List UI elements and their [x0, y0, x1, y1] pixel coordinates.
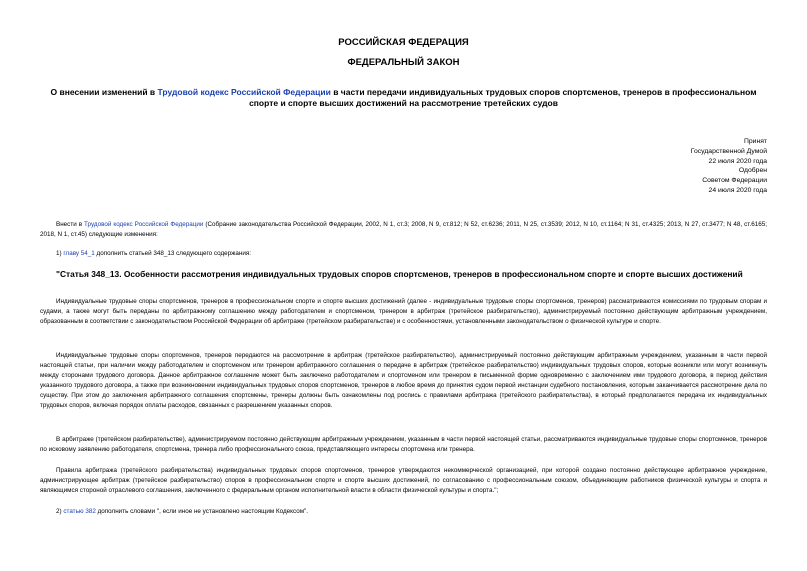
- article-382-link[interactable]: статью 382: [63, 508, 96, 515]
- chapter-54-1-link[interactable]: главу 54_1: [63, 250, 95, 257]
- labor-code-link[interactable]: Трудовой кодекс Российской Федерации: [84, 221, 204, 228]
- intro-paragraph: [40, 220, 767, 240]
- item-number: 2): [56, 508, 64, 515]
- item-text: дополнить статьей 348_13 следующего содержания:: [94, 250, 251, 257]
- title-prefix: О внесении изменений в: [50, 87, 158, 97]
- approved-label: Одобрен: [738, 167, 767, 175]
- article-paragraph-2: Индивидуальные трудовые споры спортсменов, тренеров передаются на рассмотрение в арбитраж (третейское разбирательство), администрируемый постоянно действующим арбитражным учреждением, указанным в части первой настоящей статьи, при наличии между работодателем и спортсменом или тренером арбитражного соглашения о передаче в арбитраж (третейское разбирательство) индивидуальных трудовых споров, которые возникли или могут возникнуть между сторонами трудового договора. Данное арбитражное соглашение может быть заключено работодателем и спортсменом или тренером в письменной форме одновременно с заключением ими трудового договора, в период действия указанного трудового договора, а также при возникновении индивидуальных трудовых споров спортсменов, тренеров в любое время до принятия судом первой инстанции судебного постановления, которым заканчивается рассмотрение дела по существу. При этом до заключения арбитражного соглашения спортсмены, тренеры должны быть ознакомлены под роспись с правилами арбитража (третейского разбирательства), в который предполагается передача их индивидуальных трудовых споров, включая порядок оплаты расходов, связанных с разрешением указанных споров.: [40, 352, 767, 409]
- adopted-label: Принят: [743, 138, 767, 145]
- labor-code-link[interactable]: Трудовой кодекс Российской Федерации: [157, 87, 331, 97]
- title-suffix: в части передачи индивидуальных трудовых споров спортсменов, тренеров в профессиональном спорте и спорте высших достижений на рассмотрение третейских судов: [249, 87, 757, 108]
- law-title: [40, 87, 767, 109]
- article-paragraph-1: Индивидуальные трудовые споры спортсменов, тренеров в профессиональном спорте и спорте высших достижений (далее - индивидуальные трудовые споры спортсменов, тренеров) рассматриваются комиссиями по трудовым спорам и судами, а также могут быть переданы по арбитражному соглашению между работодателем и спортсменом, тренером в арбитраж (третейское разбирательство), администрируемый постоянно действующим арбитражным учреждением, образованным в соответствии с законодательством Российской Федерации об арбитраже (третейском разбирательстве) и с особенностями, установленными законодательством о физической культуре и спорте.: [40, 298, 767, 325]
- adopted-by: Государственной Думой: [690, 147, 767, 155]
- article-heading: "Статья 348_13. Особенности рассмотрения индивидуальных трудовых споров спортсменов, тренеров в профессиональном спорте и спорте высших достижений: [56, 269, 743, 279]
- item-text: дополнить словами ", если иное не установлено настоящим Кодексом".: [95, 508, 309, 515]
- amendment-item-1: [40, 249, 767, 259]
- article-paragraph-3: В арбитраже (третейском разбирательстве), администрируемом постоянно действующим арбитражным учреждением, указанным в части первой настоящей статьи, рассматриваются индивидуальные трудовые споры спортсменов, тренеров по исковому заявлению работодателя, спортсмена, тренера либо профессионального союза, представляющего интересы спортсмена или тренера.: [40, 436, 767, 453]
- adopted-date: 22 июля 2020 года: [708, 157, 767, 165]
- document-type-heading: ФЕДЕРАЛЬНЫЙ ЗАКОН: [347, 57, 460, 68]
- approved-date: 24 июля 2020 года: [708, 186, 767, 194]
- adoption-block: [691, 137, 767, 196]
- intro-prefix: Внести в: [56, 221, 85, 228]
- amendment-item-2: [40, 507, 767, 517]
- intro-suffix: (Собрание законодательства Российской Федерации, 2002, N 1, ст.3; 2008, N 9, ст.812; N 52, ст.6236; 2011, N 25, ст.3539; 2012, N 10, ст.1164; N 31, ст.4325; 2013, N 27, ст.3477; N 48, ст.6165; 2018, N 1, ст.45) следующие изменения:: [40, 221, 767, 238]
- country-heading: РОССИЙСКАЯ ФЕДЕРАЦИЯ: [338, 37, 469, 48]
- item-number: 1): [56, 250, 64, 257]
- approved-by: Советом Федерации: [702, 177, 767, 185]
- article-paragraph-4: Правила арбитража (третейского разбирательства) индивидуальных трудовых споров спортсменов, тренеров утверждаются некоммерческой организацией, при которой создано постоянно действующее арбитражное учреждение, администрирующее арбитраж (третейское разбирательство) споров в профессиональном спорте и спорте высших достижений, по согласованию с профессиональным союзом, объединяющим работников физической культуры и спорта и являющимся стороной отраслевого соглашения, заключенного с федеральным органом исполнительной власти в области физической культуры и спорта.";: [40, 467, 767, 494]
